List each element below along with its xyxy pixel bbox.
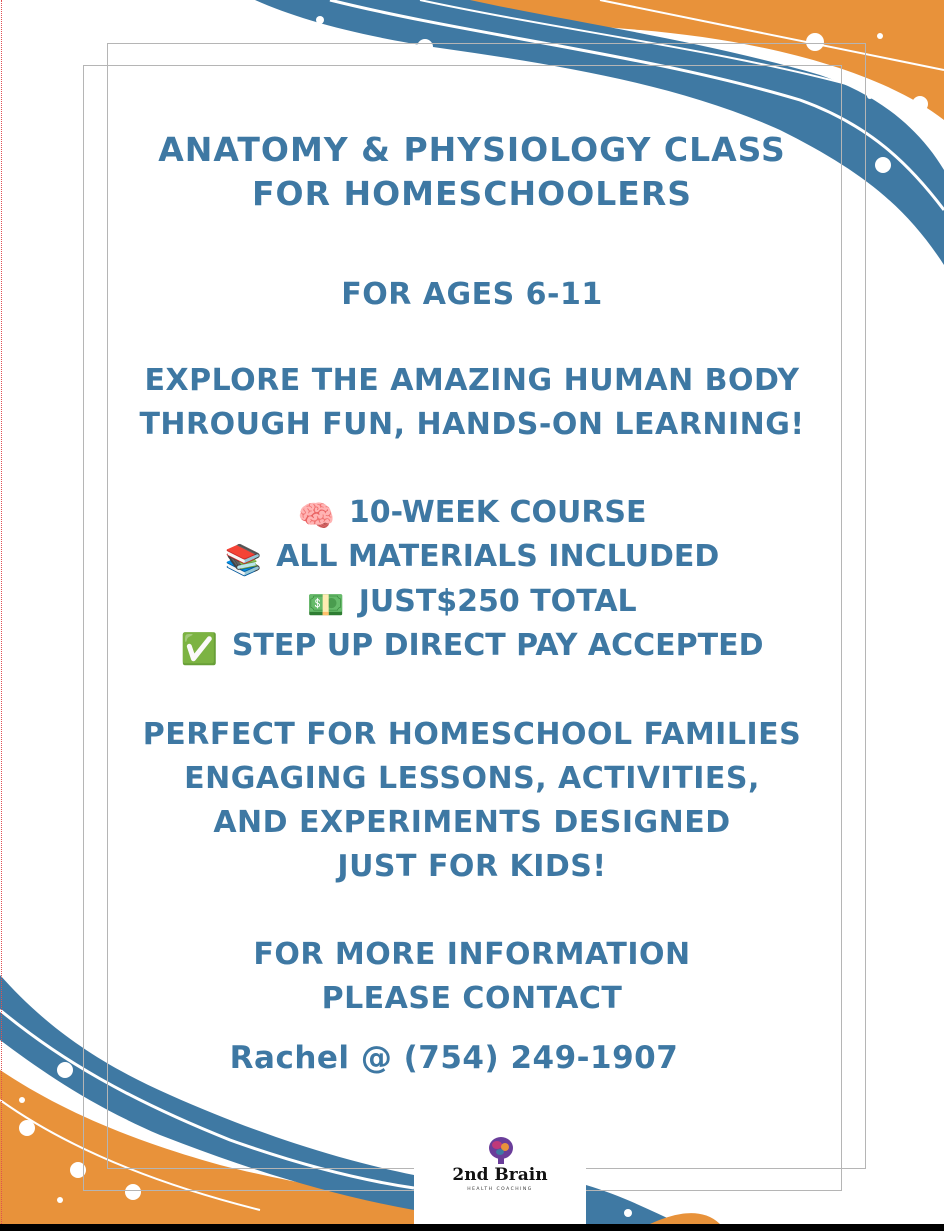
flyer-title <box>0 128 944 216</box>
description-text <box>0 713 944 889</box>
explore-line: EXPLORE THE AMAZING HUMAN BODY <box>144 363 800 398</box>
contact-heading <box>0 933 944 1021</box>
description-line: PERFECT FOR HOMESCHOOL FAMILIES <box>142 717 802 752</box>
brain-logo-icon <box>486 1135 516 1165</box>
bullet-text: JUST$250 TOTAL <box>358 584 637 619</box>
contact-line: FOR MORE INFORMATION <box>253 937 691 972</box>
bottom-black-strip <box>0 1224 944 1231</box>
logo-tagline: HEALTH COACHING <box>467 1187 533 1192</box>
contact-phone[interactable]: Rachel @ (754) 249-1907 <box>229 1040 679 1076</box>
explore-text <box>0 359 944 447</box>
description-line: ENGAGING LESSONS, ACTIVITIES, <box>184 761 760 796</box>
books-icon: 📚 <box>224 543 263 578</box>
bullet-text: ALL MATERIALS INCLUDED <box>276 539 720 574</box>
explore-line: THROUGH FUN, HANDS-ON LEARNING! <box>139 407 805 442</box>
description-line: JUST FOR KIDS! <box>337 849 607 884</box>
title-line: FOR HOMESCHOOLERS <box>251 174 692 213</box>
bullet-text: 10-WEEK COURSE <box>348 495 647 530</box>
title-line: ANATOMY & PHYSIOLOGY CLASS <box>158 130 786 169</box>
bullet-payment <box>0 624 944 672</box>
check-icon: ✅ <box>180 632 218 667</box>
brain-icon: 🧠 <box>297 499 335 534</box>
logo-name: 2nd Brain <box>452 1165 548 1185</box>
left-edge-guide <box>1 0 3 1224</box>
bullet-price <box>0 580 944 628</box>
description-line: AND EXPERIMENTS DESIGNED <box>213 805 731 840</box>
age-range: FOR AGES 6-11 <box>341 277 603 312</box>
bullet-materials <box>0 535 944 583</box>
money-icon: 💵 <box>307 588 345 623</box>
bullet-text: STEP UP DIRECT PAY ACCEPTED <box>231 628 764 663</box>
company-logo <box>414 1127 586 1224</box>
contact-line: PLEASE CONTACT <box>321 981 623 1016</box>
bullet-course-length <box>0 491 944 539</box>
